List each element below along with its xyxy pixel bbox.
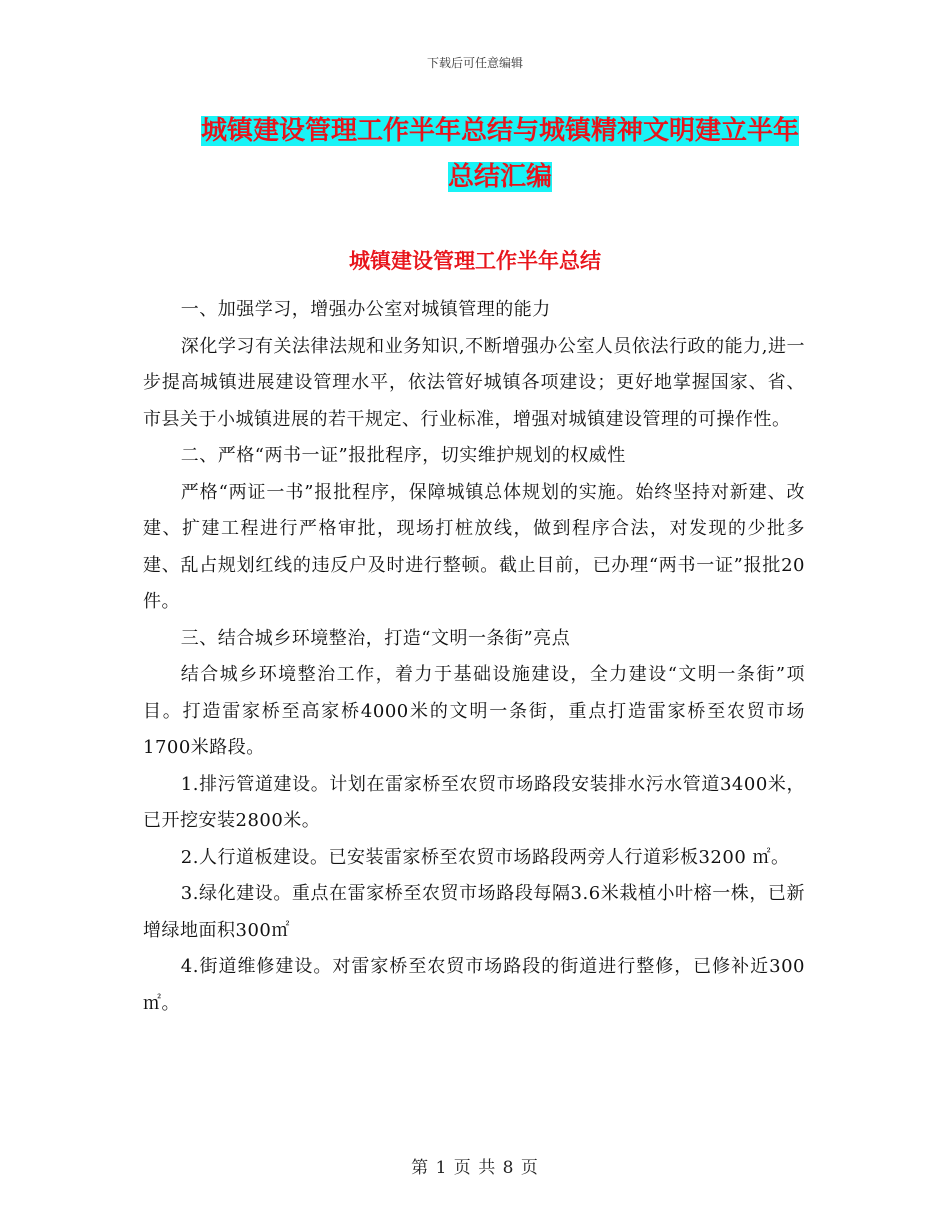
- section-title: 城镇建设管理工作半年总结: [349, 249, 601, 273]
- heading-2: 二、严格“两书一证”报批程序，切实维护规划的权威性: [180, 445, 626, 466]
- list-item-1: 1.排污管道建设。计划在雷家桥至农贸市场路段安装排水污水管道3400米，已开挖安装2800米。: [143, 773, 805, 831]
- list-item-3: 3.绿化建设。重点在雷家桥至农贸市场路段每隔3.6米栽植小叶榕一株，已新增绿地面积300㎡: [143, 883, 805, 941]
- list-item-2: 2.人行道板建设。已安装雷家桥至农贸市场路段两旁人行道彩板3200 ㎡。: [180, 846, 790, 868]
- header-note: 下载后可任意编辑: [426, 56, 523, 70]
- paragraph-3: 结合城乡环境整治工作，着力于基础设施建设，全力建设“文明一条街”项目。打造雷家桥至高家桥4000米的文明一条街，重点打造雷家桥至农贸市场1700米路段。: [143, 664, 805, 758]
- document-title-line2: 总结汇编: [447, 162, 552, 192]
- page-footer: 第 1 页 共 8 页: [411, 1158, 539, 1178]
- heading-3: 三、结合城乡环境整治，打造“文明一条街”亮点: [180, 627, 571, 649]
- paragraph-1: 深化学习有关法律法规和业务知识,不断增强办公室人员依法行政的能力,进一步提高城镇进展建设管理水平，依法管好城镇各项建设；更好地掌握国家、省、市县关于小城镇进展的若干规定、行业标准，增强对城镇建设管理的可操作性。: [143, 335, 805, 430]
- document-body: [143, 292, 805, 1022]
- document-title: [190, 108, 810, 200]
- paragraph-2: 严格“两证一书”报批程序，保障城镇总体规划的实施。始终坚持对新建、改建、扩建工程进行严格审批，现场打桩放线，做到程序合法，对发现的少批多建、乱占规划红线的违反户及时进行整顿。截止目前，已办理“两书一证”报批20件。: [143, 481, 805, 612]
- heading-1: 一、加强学习，增强办公室对城镇管理的能力: [180, 299, 551, 320]
- document-title-line1: 城镇建设管理工作半年总结与城镇精神文明建立半年: [200, 116, 799, 146]
- list-item-4: 4.街道维修建设。对雷家桥至农贸市场路段的街道进行整修，已修补近300㎡。: [143, 956, 805, 1014]
